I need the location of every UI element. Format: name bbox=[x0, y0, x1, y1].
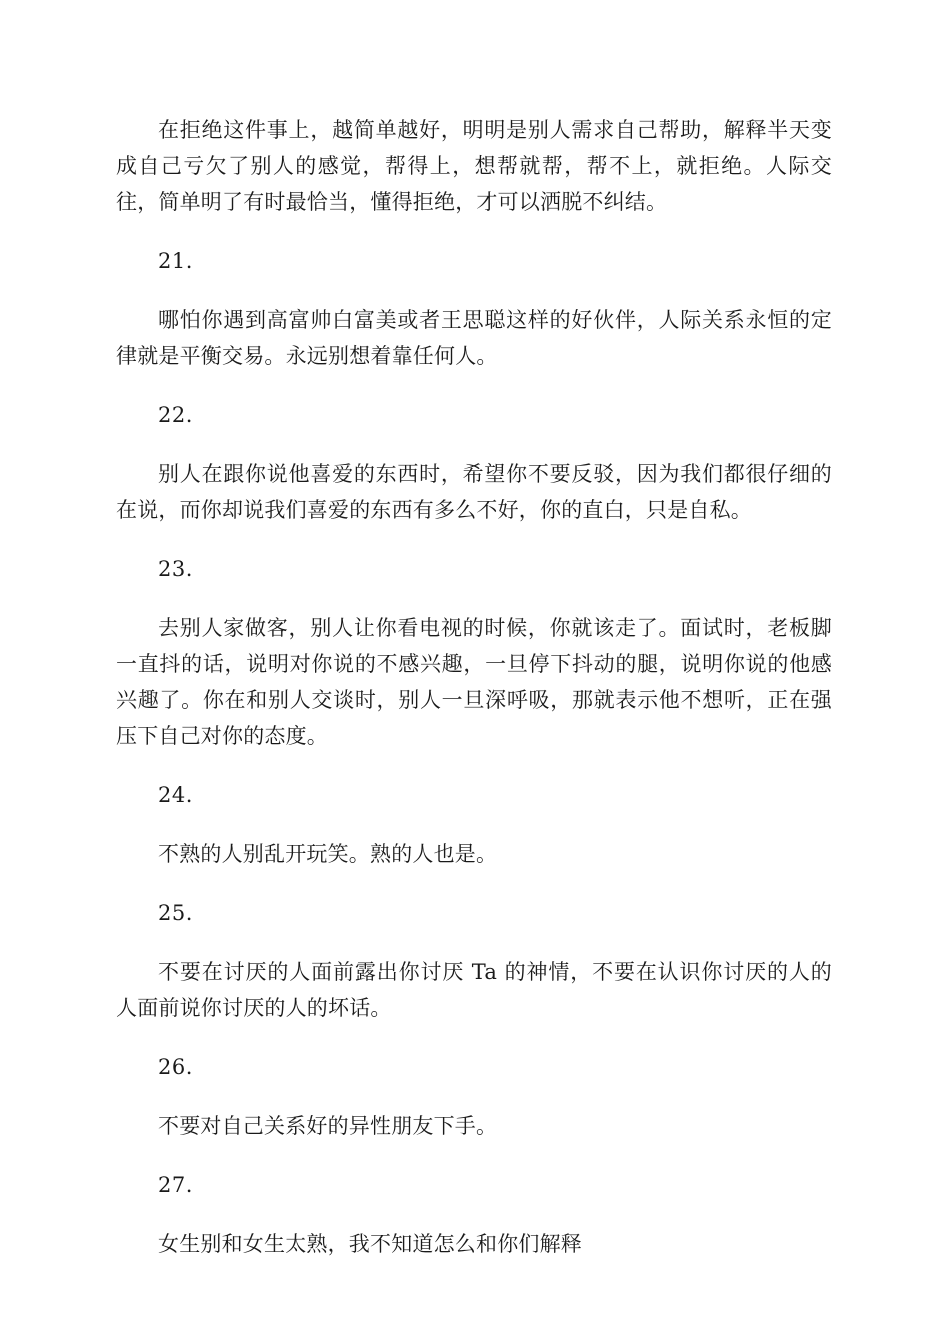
paragraph-27: 女生别和女生太熟，我不知道怎么和你们解释 bbox=[158, 1232, 582, 1256]
paragraph-refusal: 在拒绝这件事上，越简单越好，明明是别人需求自己帮助，解释半天变成自己亏欠了别人的感觉，帮得上，想帮就帮，帮不上，就拒绝。人际交往，简单明了有时最恰当，懂得拒绝，才可以洒脱不纠结。 bbox=[116, 118, 832, 214]
item-number-23: 23. bbox=[158, 557, 193, 581]
document-body bbox=[116, 112, 832, 1262]
item-number-25: 25. bbox=[158, 901, 193, 925]
paragraph-22: 别人在跟你说他喜爱的东西时，希望你不要反驳，因为我们都很仔细的在说，而你却说我们喜爱的东西有多么不好，你的直白，只是自私。 bbox=[116, 462, 832, 522]
paragraph-26: 不要对自己关系好的异性朋友下手。 bbox=[158, 1114, 498, 1138]
item-number-26: 26. bbox=[158, 1055, 193, 1079]
paragraph-25: 不要在讨厌的人面前露出你讨厌 Ta 的神情，不要在认识你讨厌的人的人面前说你讨厌的人的坏话。 bbox=[116, 960, 832, 1020]
item-number-27: 27. bbox=[158, 1173, 193, 1197]
paragraph-21: 哪怕你遇到高富帅白富美或者王思聪这样的好伙伴，人际关系永恒的定律就是平衡交易。永远别想着靠任何人。 bbox=[116, 308, 832, 368]
item-number-22: 22. bbox=[158, 403, 193, 427]
item-number-24: 24. bbox=[158, 783, 193, 807]
paragraph-24: 不熟的人别乱开玩笑。熟的人也是。 bbox=[158, 842, 498, 866]
item-number-21: 21. bbox=[158, 249, 193, 273]
paragraph-23: 去别人家做客，别人让你看电视的时候，你就该走了。面试时，老板脚一直抖的话，说明对你说的不感兴趣，一旦停下抖动的腿，说明你说的他感兴趣了。你在和别人交谈时，别人一旦深呼吸，那就表示他不想听，正在强压下自己对你的态度。 bbox=[116, 616, 832, 748]
